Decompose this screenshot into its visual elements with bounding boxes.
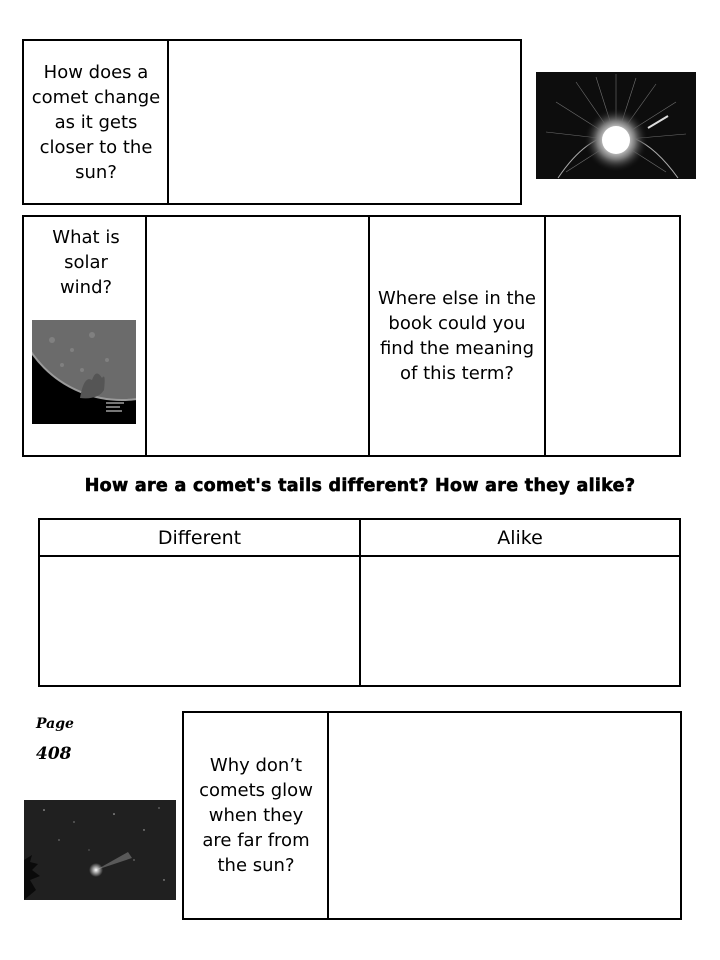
- comet-change-answer-field[interactable]: [170, 41, 520, 203]
- page-number: 408: [36, 744, 72, 764]
- solar-wind-question: What is solar wind?: [52, 227, 120, 298]
- find-meaning-question: Where else in the book could you find the meaning of this term?: [377, 288, 536, 384]
- page-label: Page: [36, 716, 74, 732]
- different-column-header: Different: [157, 527, 242, 549]
- solar-wind-box: [22, 215, 681, 457]
- comet-change-box: [22, 39, 522, 205]
- alike-answer-field[interactable]: [361, 557, 679, 685]
- comet-glow-question: Why don’t comets glow when they are far from the sun?: [199, 755, 313, 876]
- comet-night-sky-photo: [24, 800, 176, 900]
- alike-column-header: Alike: [497, 527, 543, 549]
- different-answer-field[interactable]: [40, 557, 359, 685]
- comet-glow-answer-field[interactable]: [330, 713, 680, 918]
- comet-glow-box: [182, 711, 682, 920]
- sun-with-comet-photo: [536, 72, 696, 179]
- solar-wind-photo: [32, 320, 136, 424]
- find-meaning-answer-field[interactable]: [547, 217, 679, 455]
- tails-heading: How are a comet's tails different? How are they alike?: [84, 476, 636, 496]
- solar-wind-answer-field[interactable]: [148, 217, 366, 455]
- comet-change-question: How does a comet change as it gets closer to the sun?: [31, 61, 161, 183]
